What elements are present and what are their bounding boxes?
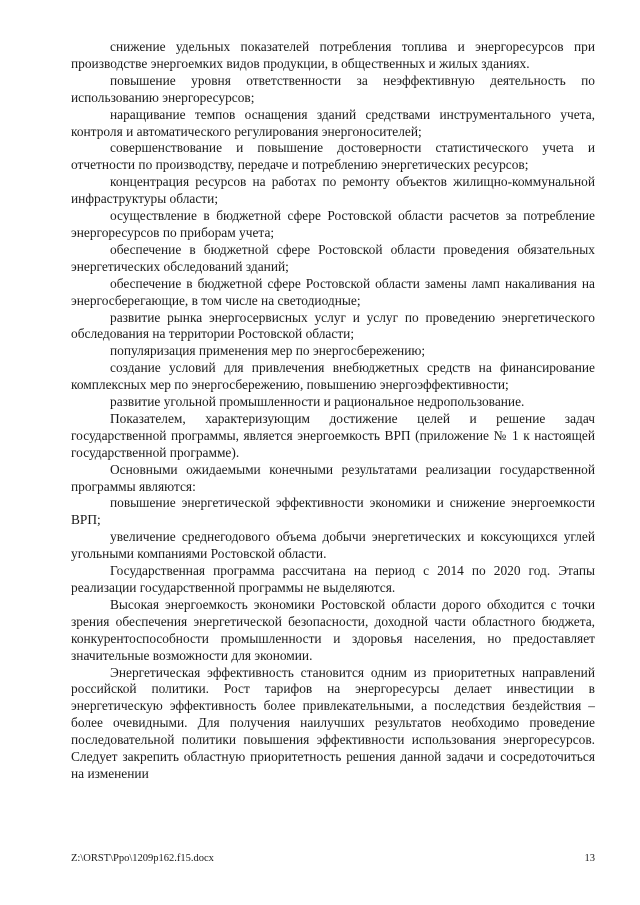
paragraph: повышение энергетической эффективности экономики и снижение энергоемкости ВРП; [71,495,595,528]
document-body [71,39,595,783]
paragraph: Показателем, характеризующим достижение целей и решение задач государственной программы, является энергоемкость ВРП (приложение № 1 к настоящей государственной программе). [71,410,595,460]
paragraph: Государственная программа рассчитана на период с 2014 по 2020 год. Этапы реализации государственной программы не выделяются. [71,563,595,595]
paragraph: увеличение среднегодового объема добычи энергетических и коксующихся углей угольными компаниями Ростовской области. [71,529,595,562]
paragraph: Высокая энергоемкость экономики Ростовской области дорого обходится с точки зрения обеспечения энергетической безопасности, доходной части областного бюджета, конкурентоспособности промышленности и здоровья населения, но предоставляет значительные возможности для экономии. [71,596,595,663]
paragraph: снижение удельных показателей потребления топлива и энергоресурсов при производстве энергоемких видов продукции, в общественных и жилых зданиях. [71,39,595,71]
paragraph: наращивание темпов оснащения зданий средствами инструментального учета, контроля и автоматического регулирования энергоносителей; [71,106,595,139]
paragraph: развитие угольной промышленности и рациональное недропользование. [110,394,525,410]
paragraph: концентрация ресурсов на работах по ремонту объектов жилищно-коммунальной инфраструктуры области; [71,174,595,207]
paragraph: создание условий для привлечения внебюджетных средств на финансирование комплексных мер по энергосбережению, повышению энергоэффективности; [71,360,595,393]
paragraph: популяризация применения мер по энергосбережению; [110,343,426,359]
paragraph: совершенствование и повышение достоверности статистического учета и отчетности по производству, передаче и потреблению энергетических ресурсов; [71,140,595,173]
paragraph: осуществление в бюджетной сфере Ростовской области расчетов за потребление энергоресурсов по приборам учета; [71,208,595,240]
paragraph: обеспечение в бюджетной сфере Ростовской области проведения обязательных энергетических обследований зданий; [71,241,595,274]
paragraph: повышение уровня ответственности за неэффективную деятельность по использованию энергоресурсов; [71,72,595,105]
footer-file-path: Z:\ORST\Ppo\1209p162.f15.docx [71,853,214,864]
paragraph: Основными ожидаемыми конечными результатами реализации государственной программы являются: [71,461,595,494]
paragraph: развитие рынка энергосервисных услуг и услуг по проведению энергетического обследования на территории Ростовской области; [71,309,595,342]
paragraph: Энергетическая эффективность становится одним из приоритетных направлений российской политики. Рост тарифов на энергоресурсы делает инвестиции в энергетическую эффективность более привлекательными, а последствия бездействия – более очевидными. Для получения наилучших результатов необходимо проведение последовательной политики повышения эффективности использования энергоресурсов. Следует закрепить областную приоритетность решения данной задачи и сосредоточиться на изменении [71,664,595,781]
paragraph: обеспечение в бюджетной сфере Ростовской области замены ламп накаливания на энергосберегающие, в том числе на светодиодные; [71,275,595,308]
page-number: 13 [584,853,595,864]
